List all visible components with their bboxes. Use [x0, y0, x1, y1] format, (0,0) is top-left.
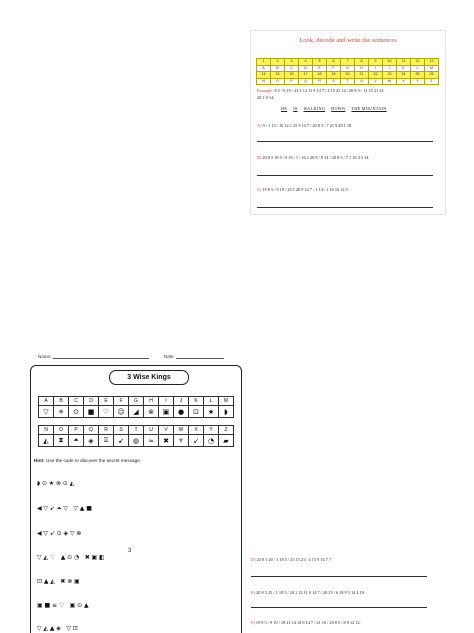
code-grid-n-z	[38, 425, 234, 447]
grid-symbol-icon: ●	[174, 406, 189, 418]
letter-row	[257, 65, 439, 72]
number-cell: 10	[383, 59, 397, 66]
letter-cell: Y	[411, 78, 425, 85]
worksheet-title: Look, decode and write the sentences	[299, 37, 397, 44]
letter-cell: A	[257, 65, 271, 72]
grid-letter-cell: H	[144, 397, 159, 406]
example-answer	[281, 106, 393, 111]
number-cell: 21	[355, 72, 369, 79]
grid-symbol-icon: ⧗	[54, 435, 69, 447]
grid-symbol-icon: ■	[84, 406, 99, 418]
example-answer-word: WALKING	[303, 106, 326, 111]
question-f-code: 19 8 5 / 9 19 / 18 21 14 14 9 14 7 / 21 16 / 20 8 5 / 8 9 12 12.	[255, 620, 361, 625]
grid-letter-cell: D	[84, 397, 99, 406]
letter-cell: T	[341, 78, 355, 85]
grid-letter-cell: B	[54, 397, 69, 406]
letter-cell: R	[313, 78, 327, 85]
question-d-label: D)	[251, 557, 256, 562]
grid-letter-cell: W	[174, 426, 189, 435]
letter-cell: M	[425, 65, 439, 72]
grid-letter-cell: Z	[219, 426, 234, 435]
grid-letter-cell: Q	[84, 426, 99, 435]
question-c-label: C)	[257, 187, 262, 192]
question-d-code: 23 8 1 20 / 1 18 5 / 25 15 21 / 4 15 9 14 7 7	[256, 557, 332, 562]
hint-body: Use the code to discover the secret message.	[46, 458, 142, 463]
letter-cell: E	[313, 65, 327, 72]
question-f	[251, 620, 361, 625]
question-c	[257, 187, 349, 192]
letter-cell: Z	[425, 78, 439, 85]
grid-symbol-icon: ◭	[39, 435, 54, 447]
grid-letter-cell: K	[189, 397, 204, 406]
name-input-line[interactable]	[53, 358, 149, 359]
letter-cell: J	[383, 65, 397, 72]
date-label: Date:	[164, 354, 175, 359]
number-cell: 12	[411, 59, 425, 66]
letter-cell: O	[271, 78, 285, 85]
letter-cell: K	[397, 65, 411, 72]
grid-letter-cell: C	[69, 397, 84, 406]
question-e	[251, 590, 365, 595]
grid-symbol-icon: ✖	[159, 435, 174, 447]
answer-line-d[interactable]	[251, 576, 427, 577]
number-cell: 3	[285, 59, 299, 66]
symbol-row	[39, 406, 234, 418]
grid-letter-cell: V	[159, 426, 174, 435]
stray-number: 3	[128, 548, 132, 554]
grid-letter-cell: I	[159, 397, 174, 406]
letter-cell: P	[285, 78, 299, 85]
question-f-label: F)	[251, 620, 255, 625]
number-cell: 22	[369, 72, 383, 79]
letter-row	[257, 78, 439, 85]
number-row	[257, 72, 439, 79]
question-b	[257, 155, 369, 160]
example-answer-word: HE	[281, 106, 288, 111]
grid-symbol-icon: ◔	[204, 435, 219, 447]
letter-cell: Q	[299, 78, 313, 85]
grid-letter-cell: N	[39, 426, 54, 435]
grid-symbol-icon: ☺	[114, 406, 129, 418]
secret-message-line: ▽◭♡ ▲⊙◔ ✖▣◧	[37, 554, 107, 561]
grid-symbol-icon: ⏶	[69, 435, 84, 447]
grid-symbol-icon: ◈	[84, 435, 99, 447]
date-input-line[interactable]	[176, 358, 224, 359]
question-a-code: 9 / 1 13 / 16 12 1 25 9 14 7 / 20 8 5 / 7 21 9 20 1 18.	[262, 123, 353, 128]
letter-cell: N	[257, 78, 271, 85]
grid-symbol-icon: ⊗	[144, 406, 159, 418]
question-d	[251, 557, 331, 562]
number-cell: 19	[327, 72, 341, 79]
number-cell: 20	[341, 72, 355, 79]
grid-symbol-icon: ▣	[159, 406, 174, 418]
grid-symbol-icon: ✳	[54, 406, 69, 418]
grid-symbol-icon: ⍓	[99, 435, 114, 447]
grid-letter-cell: G	[129, 397, 144, 406]
example-answer-word: DOWN	[331, 106, 346, 111]
wise-kings-worksheet	[30, 365, 242, 633]
number-cell: 25	[411, 72, 425, 79]
grid-symbol-icon: ◢	[129, 406, 144, 418]
grid-symbol-icon: ≈	[144, 435, 159, 447]
letter-cell: S	[327, 78, 341, 85]
letter-cell: W	[383, 78, 397, 85]
letter-cell: I	[369, 65, 383, 72]
grid-letter-cell: A	[39, 397, 54, 406]
number-cell: 7	[341, 59, 355, 66]
worksheet-banner-title: 3 Wise Kings	[109, 370, 189, 385]
letter-cell: B	[271, 65, 285, 72]
secret-message-line: ⊡▲◭ ✖⊗▣	[37, 578, 82, 585]
grid-symbol-icon: ◗	[219, 406, 234, 418]
number-cell: 4	[299, 59, 313, 66]
code-table	[256, 58, 439, 85]
number-row	[257, 59, 439, 66]
number-cell: 8	[355, 59, 369, 66]
answer-line-a[interactable]	[257, 141, 433, 142]
grid-letter-cell: M	[219, 397, 234, 406]
decode-worksheet	[250, 30, 446, 215]
example-code-continued: 20 1 9 14.	[257, 95, 275, 100]
example-code: 8 5 / 9 19 / 23 1 12 11 9 14 7 / 4 15 23 14 / 20 8 5 / 13 15 21 14	[274, 88, 384, 93]
grid-letter-cell: E	[99, 397, 114, 406]
grid-symbol-icon: ↙	[189, 435, 204, 447]
grid-symbol-icon: ★	[204, 406, 219, 418]
grid-symbol-icon: ⊡	[189, 406, 204, 418]
question-b-label: B)	[257, 155, 262, 160]
number-cell: 26	[425, 72, 439, 79]
number-cell: 5	[313, 59, 327, 66]
grid-letter-cell: T	[129, 426, 144, 435]
question-a-label: A)	[257, 123, 262, 128]
grid-letter-cell: L	[204, 397, 219, 406]
example-answer-word: THE MOUNTAIN	[351, 106, 387, 111]
symbol-row	[39, 435, 234, 447]
example-answer-word: IS	[293, 106, 298, 111]
letter-cell: H	[355, 65, 369, 72]
question-c-code: 19 8 5 / 9 19 / 25 1 20 9 14 7 / 1 14 / 1 16 16 12 5.	[262, 187, 349, 192]
example-line	[257, 88, 383, 93]
answer-line-c[interactable]	[257, 207, 433, 208]
secret-message-line: ▣■≡♡ ▣⊙▲	[37, 602, 91, 609]
letter-row	[39, 426, 234, 435]
question-e-code: 20 8 5 25 / 1 18 5 / 20 1 12 11 9 14 7 / 20 15 / 6 18 9 5 14 4 19.	[256, 590, 365, 595]
letter-cell: L	[411, 65, 425, 72]
grid-symbol-icon: ▽	[39, 406, 54, 418]
grid-symbol-icon: ♡	[99, 406, 114, 418]
grid-letter-cell: O	[54, 426, 69, 435]
question-a	[257, 123, 352, 128]
grid-symbol-icon: ◍	[129, 435, 144, 447]
number-cell: 14	[257, 72, 271, 79]
letter-cell: F	[327, 65, 341, 72]
number-cell: 6	[327, 59, 341, 66]
grid-symbol-icon: ⊙	[69, 406, 84, 418]
grid-letter-cell: S	[114, 426, 129, 435]
grid-symbol-icon: ⩔	[174, 435, 189, 447]
secret-message-line: ◀▽➹⊙◈▽⊗	[37, 530, 84, 537]
grid-letter-cell: P	[69, 426, 84, 435]
number-cell: 17	[299, 72, 313, 79]
letter-cell: C	[285, 65, 299, 72]
hint-text	[34, 458, 141, 463]
grid-symbol-icon: ➹	[114, 435, 129, 447]
letter-cell: G	[341, 65, 355, 72]
answer-line-e[interactable]	[251, 607, 427, 608]
code-grid-a-m	[38, 396, 234, 418]
secret-message-line: ▽◭▲◈ ▽⊡	[37, 625, 80, 632]
secret-message-line: ◗⊙★⊗⊙◭	[37, 480, 77, 487]
name-field	[38, 354, 149, 359]
name-label: Name:	[38, 354, 52, 359]
letter-cell: D	[299, 65, 313, 72]
grid-symbol-icon: ▰	[219, 435, 234, 447]
secret-message-line: ◀▽➹⏶▽ ▽▲■	[37, 505, 94, 512]
number-cell: 23	[383, 72, 397, 79]
number-cell: 9	[369, 59, 383, 66]
letter-row	[39, 397, 234, 406]
grid-letter-cell: F	[114, 397, 129, 406]
example-label: Example:	[257, 88, 274, 93]
number-cell: 24	[397, 72, 411, 79]
grid-letter-cell: Y	[204, 426, 219, 435]
answer-line-b[interactable]	[257, 175, 433, 176]
hint-label: Hint:	[34, 458, 45, 463]
grid-letter-cell: X	[189, 426, 204, 435]
letter-cell: V	[369, 78, 383, 85]
letter-cell: X	[397, 78, 411, 85]
grid-letter-cell: J	[174, 397, 189, 406]
grid-letter-cell: R	[99, 426, 114, 435]
number-cell: 13	[425, 59, 439, 66]
number-cell: 2	[271, 59, 285, 66]
number-cell: 18	[313, 72, 327, 79]
number-cell: 1	[257, 59, 271, 66]
number-cell: 15	[271, 72, 285, 79]
number-cell: 16	[285, 72, 299, 79]
number-cell: 11	[397, 59, 411, 66]
question-e-label: E)	[251, 590, 256, 595]
question-b-code: 20 8 5 18 5 / 9 19 / 1 / 16 1 20 8 / 9 14 / 20 8 5 / 7 1 18 4 5 14.	[262, 155, 370, 160]
letter-cell: U	[355, 78, 369, 85]
date-field	[164, 354, 224, 359]
grid-letter-cell: U	[144, 426, 159, 435]
